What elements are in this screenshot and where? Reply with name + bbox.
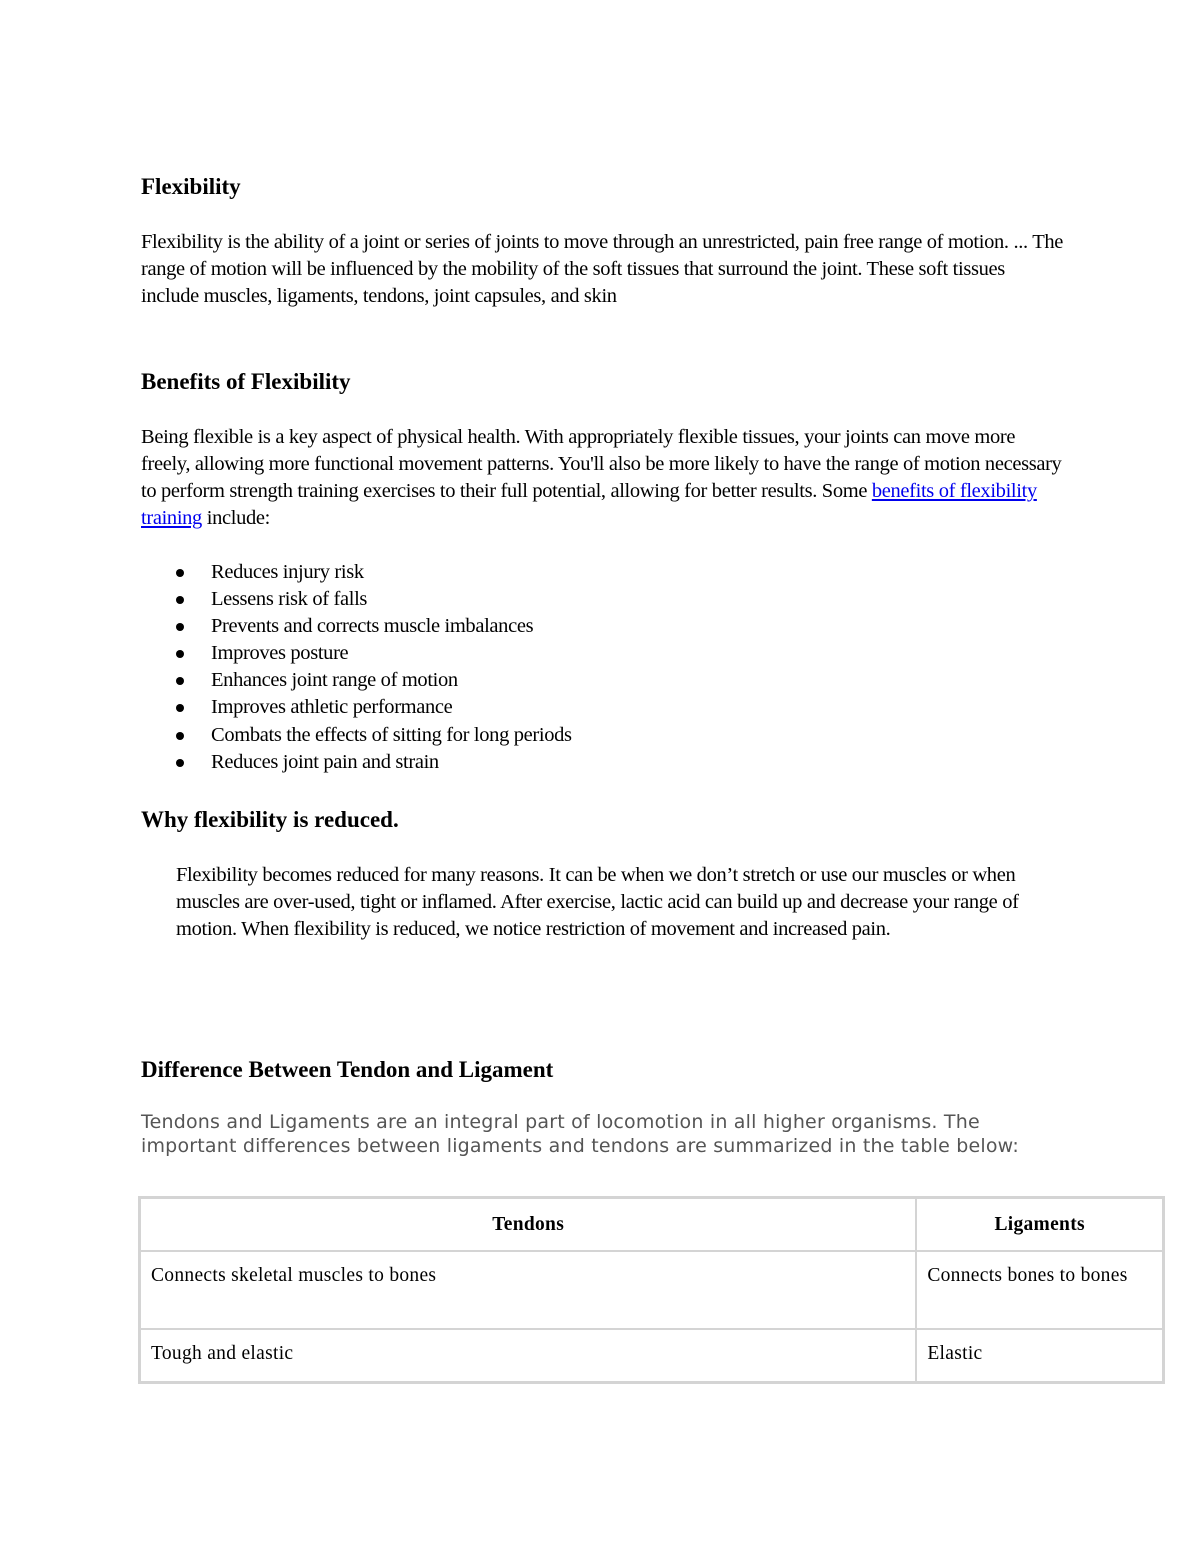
benefits-text-after-link: include: <box>201 507 270 529</box>
paragraph-flexibility-definition: Flexibility is the ability of a joint or series of joints to move through an unrestricted, pain free range of motion. ... The range of motion will be influenced by the mobility of the soft tissues that surround the joint. These soft tissues include muscles, ligaments, tendons, joint capsules, and skin <box>141 231 1064 307</box>
list-item-text: Combats the effects of sitting for long periods <box>211 723 572 746</box>
bullet-icon <box>176 569 184 577</box>
benefits-text-before-link: Being flexible is a key aspect of physical health. With appropriately flexible tissues, your joints can move more freely, allowing more functional movement patterns. You'll also be more likely to have the range of motion necessary to perform strength training exercises to their full potential, allowing for better results. Some <box>141 426 1062 502</box>
bullet-icon <box>176 759 184 767</box>
list-item <box>141 667 572 694</box>
list-item <box>141 722 572 749</box>
list-item <box>141 749 572 776</box>
list-item-text: Improves posture <box>211 642 349 665</box>
heading-difference-tendon-ligament: Difference Between Tendon and Ligament <box>141 1057 554 1082</box>
list-item-text: Reduces joint pain and strain <box>211 750 439 773</box>
paragraph-benefits-intro <box>141 424 1066 532</box>
list-item <box>141 613 572 640</box>
bullet-icon <box>176 650 184 658</box>
table-row <box>140 1329 1164 1383</box>
table-header-ligaments: Ligaments <box>916 1198 1163 1252</box>
table-cell: Connects skeletal muscles to bones <box>140 1251 917 1329</box>
bullet-icon <box>176 732 184 740</box>
list-item-text: Enhances joint range of motion <box>211 669 458 692</box>
table-cell: Connects bones to bones <box>916 1251 1163 1329</box>
list-item-text: Improves athletic performance <box>211 696 453 719</box>
benefits-of-flexibility-training-link[interactable]: benefits of flexibility training <box>141 480 1037 529</box>
list-item <box>141 640 572 667</box>
table-header-tendons: Tendons <box>140 1198 917 1252</box>
heading-flexibility: Flexibility <box>141 174 241 199</box>
table-header-row <box>140 1198 1164 1252</box>
paragraph-why-reduced: Flexibility becomes reduced for many reasons. It can be when we don’t stretch or use our muscles or when muscles are over-used, tight or inflamed. After exercise, lactic acid can build up and decrease your range of motion. When flexibility is reduced, we notice restriction of movement and increased pain. <box>176 864 1019 940</box>
tendon-ligament-table <box>138 1196 1165 1384</box>
table-cell: Elastic <box>916 1329 1163 1383</box>
bullet-icon <box>176 704 184 712</box>
bullet-icon <box>176 677 184 685</box>
table-cell: Tough and elastic <box>140 1329 917 1383</box>
list-item <box>141 586 572 613</box>
heading-why-flexibility-is-reduced: Why flexibility is reduced. <box>141 807 399 832</box>
heading-benefits-of-flexibility: Benefits of Flexibility <box>141 369 351 394</box>
list-item-text: Prevents and corrects muscle imbalances <box>211 615 534 638</box>
bullet-icon <box>176 623 184 631</box>
bullet-icon <box>176 596 184 604</box>
table-row <box>140 1251 1164 1329</box>
benefits-list <box>141 559 572 776</box>
list-item <box>141 559 572 586</box>
list-item <box>141 694 572 721</box>
paragraph-tendons-ligaments-intro: Tendons and Ligaments are an integral part of locomotion in all higher organisms. The important differences between ligaments and tendons are summarized in the table below: <box>141 1111 1019 1157</box>
list-item-text: Reduces injury risk <box>211 561 364 583</box>
list-item-text: Lessens risk of falls <box>211 588 368 611</box>
